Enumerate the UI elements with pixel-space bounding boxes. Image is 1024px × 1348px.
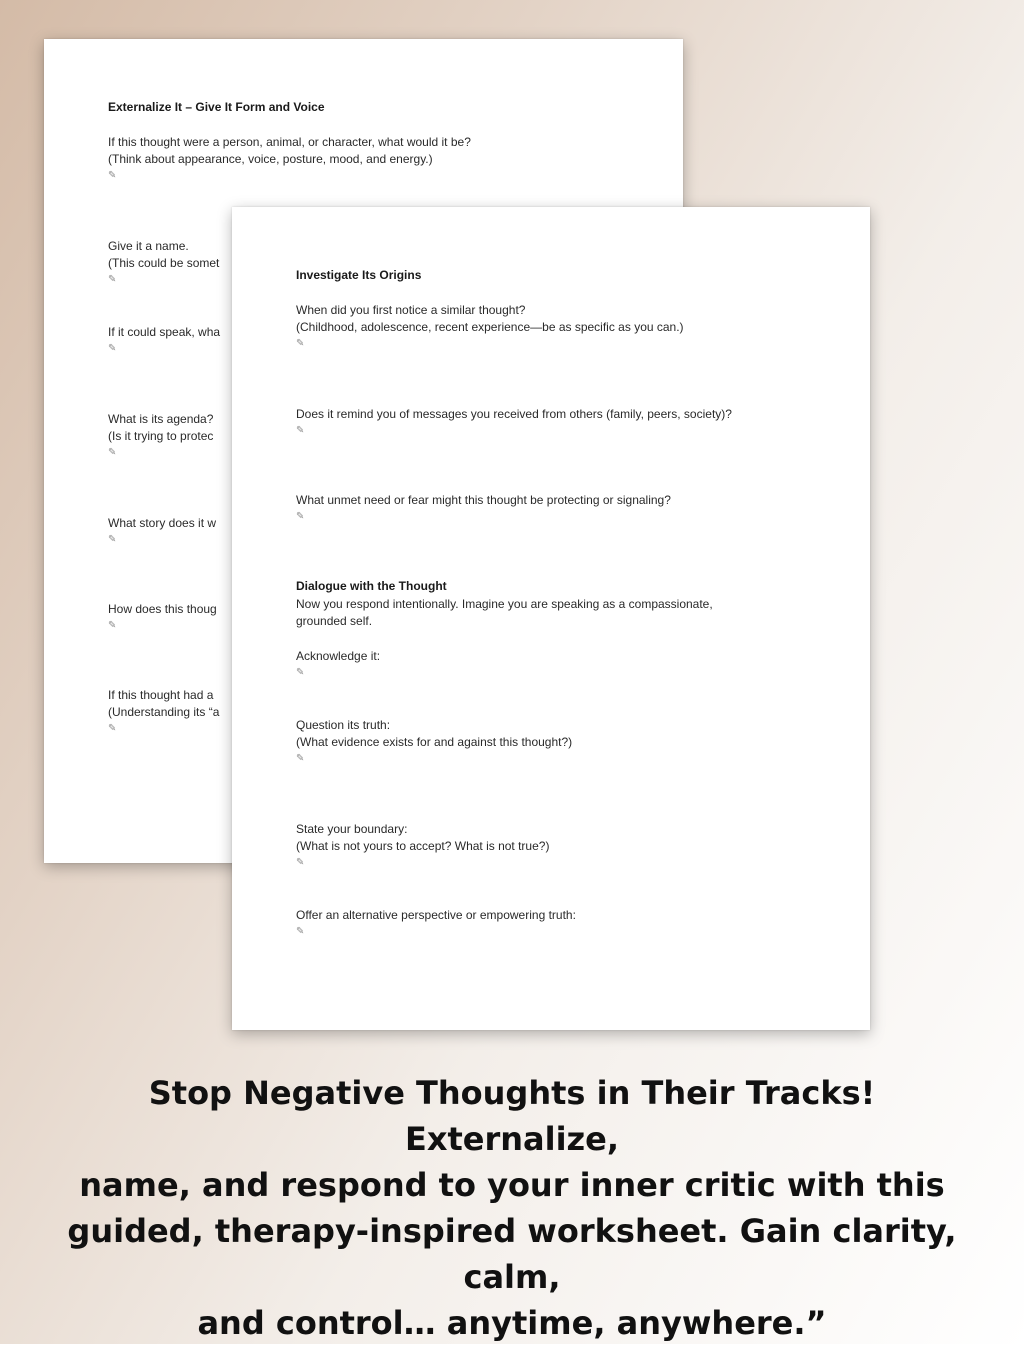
question-hint: (This could be somet <box>108 256 220 270</box>
section-title-dialogue: Dialogue with the Thought <box>296 579 447 593</box>
pencil-icon: ✎ <box>296 425 305 436</box>
question-hint: (What is not yours to accept? What is not true?) <box>296 839 550 853</box>
question-block <box>108 324 220 356</box>
question-block <box>108 515 216 547</box>
section-title-externalize: Externalize It – Give It Form and Voice <box>108 100 325 114</box>
question-text: What story does it w <box>108 516 217 530</box>
caption-line: guided, therapy-inspired worksheet. Gain clarity, calm, <box>67 1212 957 1296</box>
pencil-icon: ✎ <box>108 447 117 458</box>
question-block <box>108 601 217 633</box>
question-text: Acknowledge it: <box>296 649 381 663</box>
question-block <box>108 687 219 736</box>
caption-line: name, and respond to your inner critic with this <box>79 1166 945 1204</box>
question-block <box>296 821 549 870</box>
question-block <box>296 406 732 438</box>
pencil-icon: ✎ <box>296 753 305 764</box>
question-text: Question its truth: <box>296 718 391 732</box>
question-hint: (Is it trying to protec <box>108 429 214 443</box>
caption-line: Stop Negative Thoughts in Their Tracks! Externalize, <box>148 1074 876 1158</box>
question-text: If it could speak, wha <box>108 325 221 339</box>
question-text: State your boundary: <box>296 822 408 836</box>
section-title-origins: Investigate Its Origins <box>296 268 422 282</box>
question-hint: (What evidence exists for and against this thought?) <box>296 735 573 749</box>
question-text: If this thought were a person, animal, or character, what would it be? <box>108 135 471 149</box>
question-block <box>108 238 219 287</box>
question-block <box>296 907 576 939</box>
bottom-strip <box>0 1344 1024 1348</box>
intro-line: Now you respond intentionally. Imagine you are speaking as a compassionate, <box>296 597 713 611</box>
pencil-icon: ✎ <box>296 926 305 937</box>
worksheet-page-origins <box>232 207 870 1030</box>
pencil-icon: ✎ <box>108 534 117 545</box>
question-text: What unmet need or fear might this thought be protecting or signaling? <box>296 493 671 507</box>
question-text: Give it a name. <box>108 239 189 253</box>
question-text: How does this thoug <box>108 602 217 616</box>
question-text: Offer an alternative perspective or empowering truth: <box>296 908 576 922</box>
question-hint: (Childhood, adolescence, recent experience—be as specific as you can.) <box>296 320 684 334</box>
question-block <box>108 411 213 460</box>
pencil-icon: ✎ <box>108 620 117 631</box>
question-block <box>296 492 671 524</box>
question-text: If this thought had a <box>108 688 214 702</box>
caption-line: and control… anytime, anywhere.” <box>197 1304 827 1342</box>
pencil-icon: ✎ <box>296 857 305 868</box>
pencil-icon: ✎ <box>296 511 305 522</box>
intro-line: grounded self. <box>296 614 373 628</box>
question-text: What is its agenda? <box>108 412 214 426</box>
pencil-icon: ✎ <box>296 338 305 349</box>
pencil-icon: ✎ <box>108 343 117 354</box>
question-block <box>296 302 684 351</box>
question-hint: (Think about appearance, voice, posture, mood, and energy.) <box>108 152 433 166</box>
pencil-icon: ✎ <box>296 667 305 678</box>
question-block <box>108 134 471 183</box>
pencil-icon: ✎ <box>108 274 117 285</box>
question-hint: (Understanding its “a <box>108 705 220 719</box>
question-block <box>296 648 380 680</box>
question-block <box>296 717 572 766</box>
pencil-icon: ✎ <box>108 723 117 734</box>
pencil-icon: ✎ <box>108 170 117 181</box>
section-intro <box>296 596 713 630</box>
question-text: Does it remind you of messages you received from others (family, peers, society)? <box>296 407 732 421</box>
promo-caption <box>60 1070 964 1346</box>
question-text: When did you first notice a similar thought? <box>296 303 526 317</box>
